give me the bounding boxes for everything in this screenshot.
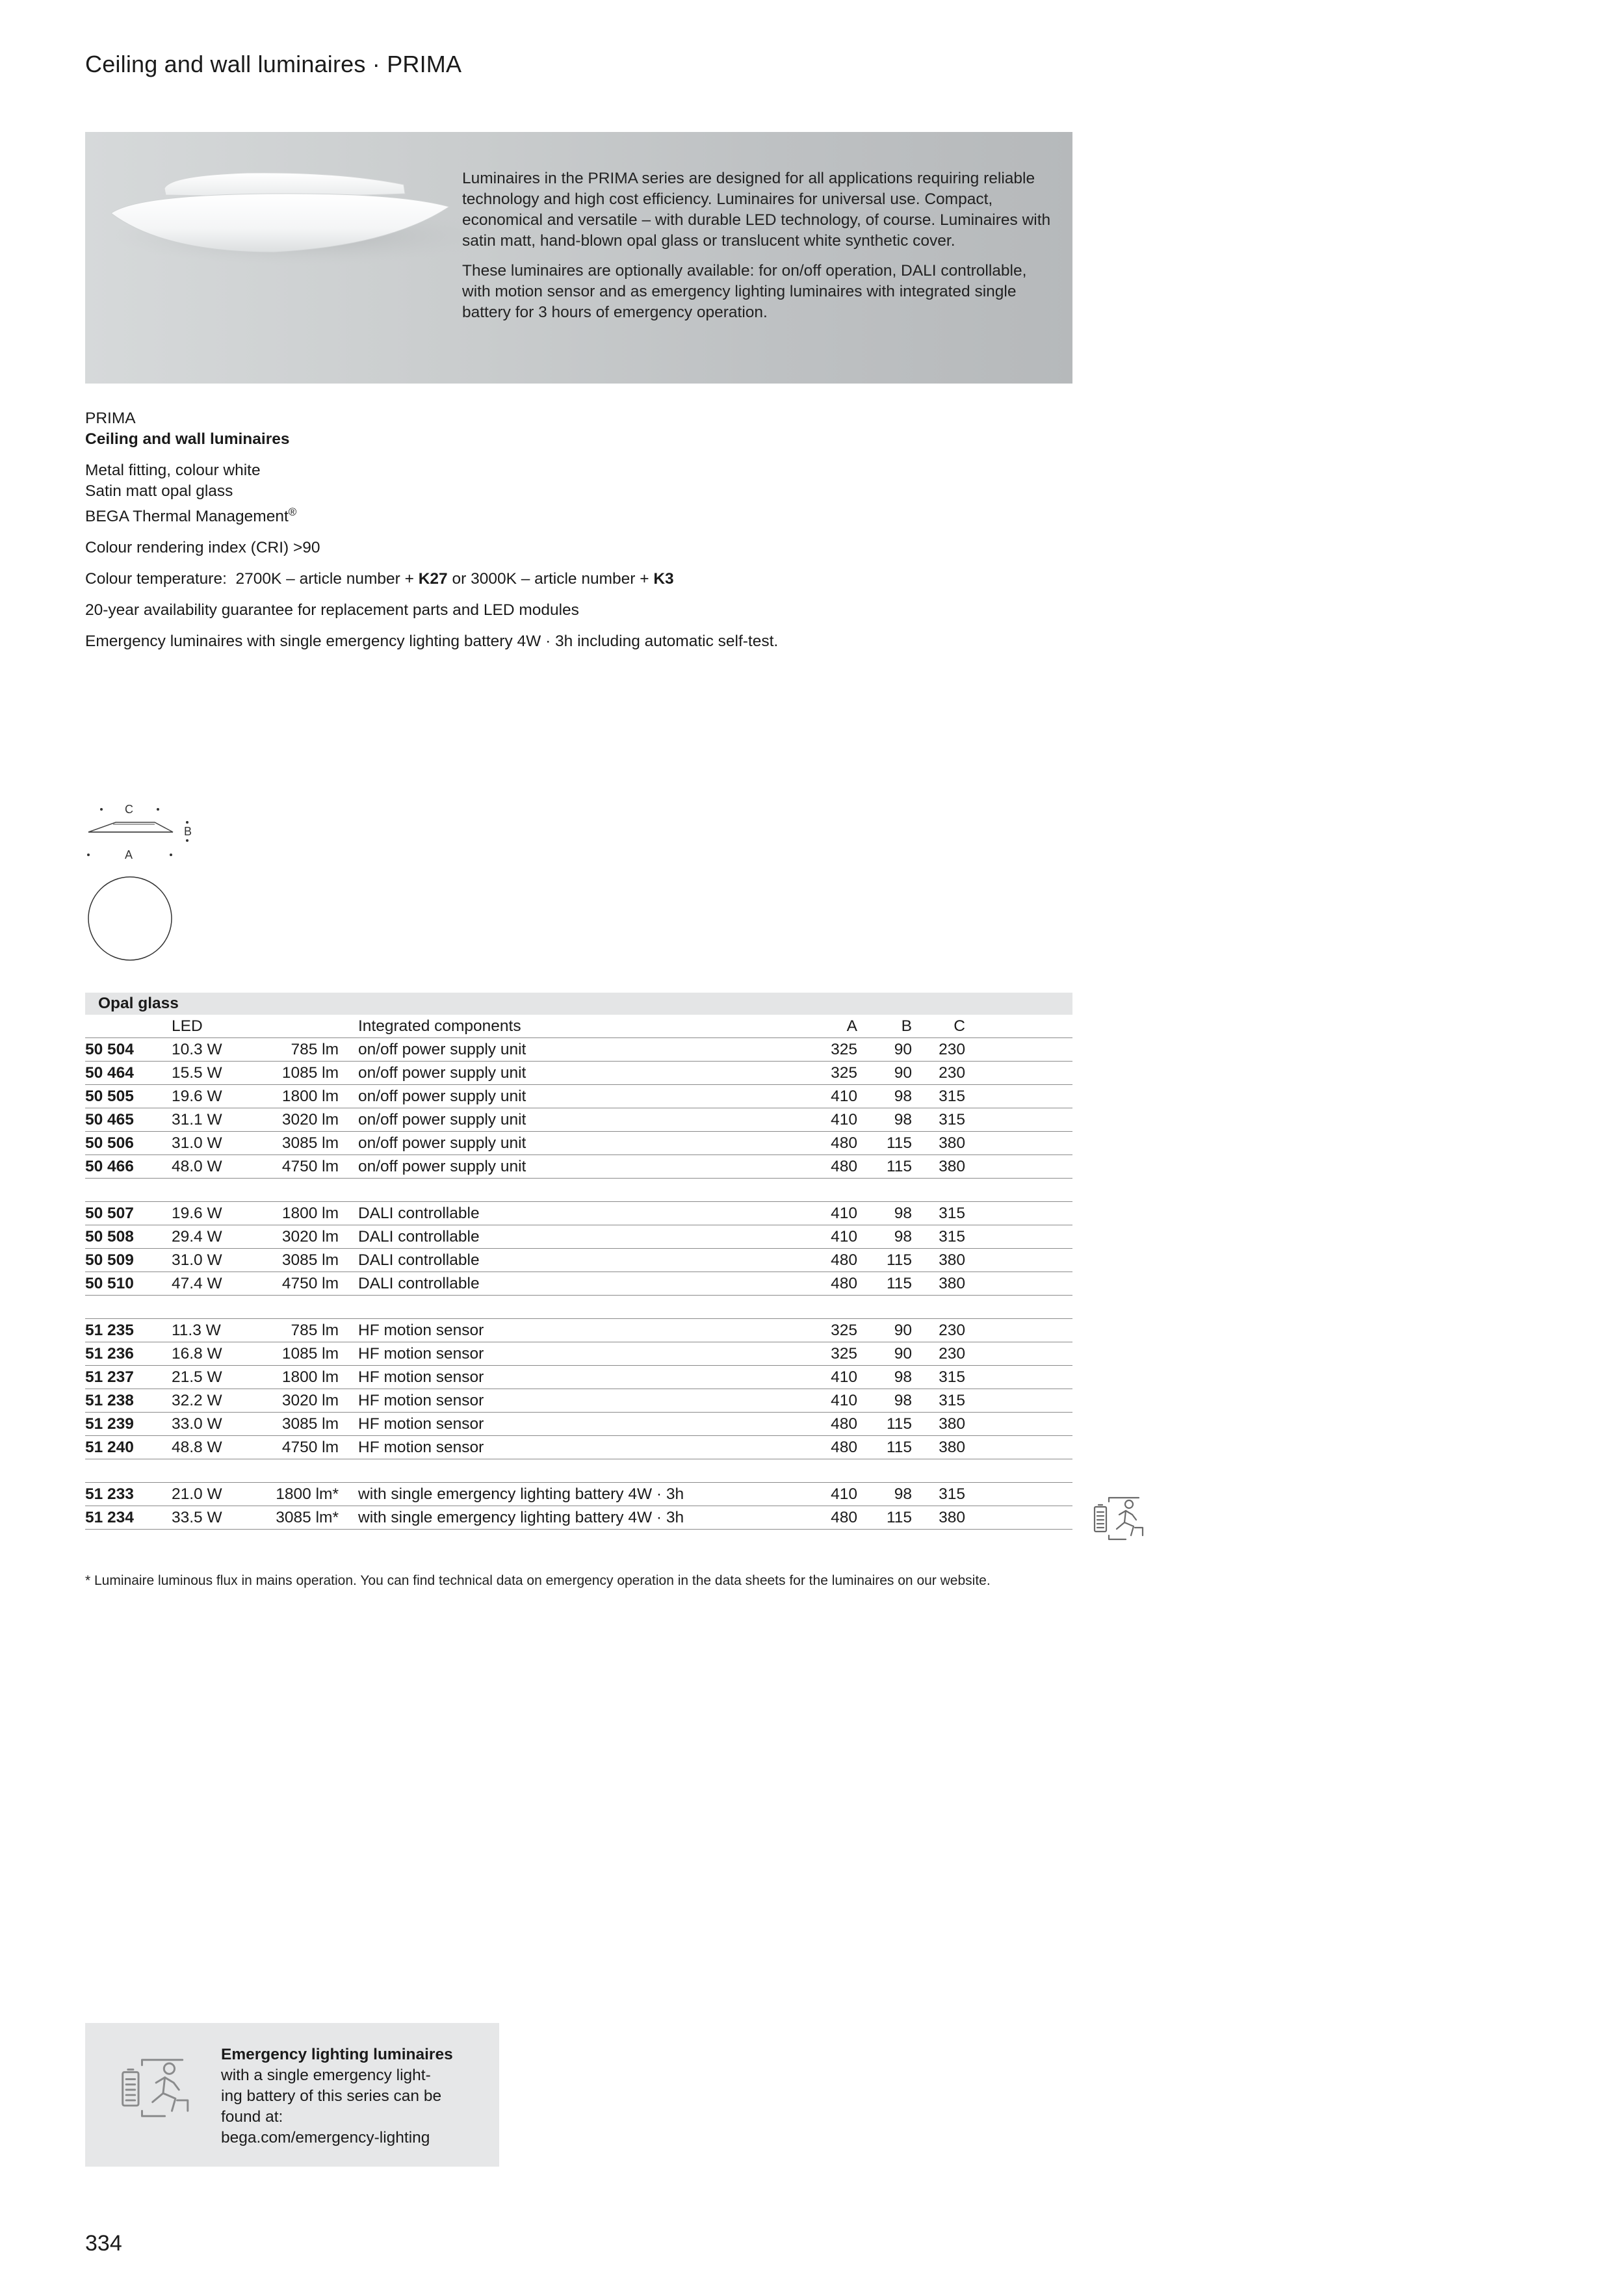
cell-luminous-flux: 3085 lm: [250, 1132, 339, 1155]
cell-dimension-b: 90: [857, 1062, 912, 1085]
cell-integrated-components: HF motion sensor: [358, 1413, 800, 1436]
cell-dimension-c: 380: [912, 1155, 965, 1179]
cell-luminous-flux: 3020 lm: [250, 1108, 339, 1132]
hero-banner: [85, 132, 1072, 384]
spec-table-grid: [85, 1015, 1072, 1530]
cell-dimension-a: 480: [800, 1506, 857, 1530]
cell-dimension-c: 315: [912, 1108, 965, 1132]
cell-integrated-components: with single emergency lighting battery 4W · 3h: [358, 1483, 800, 1506]
emergency-box-line-2: ing battery of this series can be: [221, 2087, 442, 2105]
cell-article-number: 51 236: [85, 1342, 172, 1366]
cell-dimension-c: 380: [912, 1132, 965, 1155]
cell-led-wattage: 33.5 W: [172, 1506, 250, 1530]
cell-dimension-c: 230: [912, 1038, 965, 1062]
cell-article-number: 51 235: [85, 1319, 172, 1342]
cell-led-wattage: 16.8 W: [172, 1342, 250, 1366]
cell-dimension-a: 325: [800, 1038, 857, 1062]
cell-article-number: 50 508: [85, 1225, 172, 1249]
cell-dimension-b: 115: [857, 1413, 912, 1436]
header-b: B: [857, 1015, 912, 1038]
cell-dimension-c: 380: [912, 1506, 965, 1530]
table-row: [85, 1506, 1072, 1530]
table-row: [85, 1132, 1072, 1155]
cell-led-wattage: 21.0 W: [172, 1483, 250, 1506]
cell-article-number: 50 510: [85, 1272, 172, 1296]
header-a: A: [800, 1015, 857, 1038]
cell-article-number: 50 506: [85, 1132, 172, 1155]
cell-luminous-flux: 1800 lm: [250, 1085, 339, 1108]
table-row: [85, 1108, 1072, 1132]
table-column-headers: [85, 1015, 1072, 1038]
cell-dimension-a: 480: [800, 1132, 857, 1155]
cell-led-wattage: 29.4 W: [172, 1225, 250, 1249]
cell-luminous-flux: 3085 lm: [250, 1413, 339, 1436]
cell-dimension-b: 98: [857, 1085, 912, 1108]
cell-led-wattage: 32.2 W: [172, 1389, 250, 1413]
emergency-box-line-3: found at:: [221, 2108, 283, 2126]
dimension-diagram: [83, 803, 213, 972]
series-name: PRIMA: [85, 410, 136, 427]
cell-article-number: 51 233: [85, 1483, 172, 1506]
table-row: [85, 1366, 1072, 1389]
cell-dimension-a: 480: [800, 1413, 857, 1436]
cell-led-wattage: 31.0 W: [172, 1132, 250, 1155]
table-row: [85, 1202, 1072, 1225]
cell-dimension-c: 315: [912, 1483, 965, 1506]
page-number: 334: [85, 2231, 122, 2256]
cell-luminous-flux: 1800 lm*: [250, 1483, 339, 1506]
cell-article-number: 50 509: [85, 1249, 172, 1272]
cell-article-number: 50 507: [85, 1202, 172, 1225]
cell-integrated-components: HF motion sensor: [358, 1389, 800, 1413]
cell-dimension-a: 325: [800, 1062, 857, 1085]
feature-glass: Satin matt opal glass: [85, 482, 233, 500]
footnote: * Luminaire luminous flux in mains operation. You can find technical data on emergency operation in the data sheets for the luminaires on our website.: [85, 1573, 991, 1588]
table-row: [85, 1413, 1072, 1436]
cell-led-wattage: 48.0 W: [172, 1155, 250, 1179]
cell-integrated-components: on/off power supply unit: [358, 1085, 800, 1108]
cell-article-number: 50 464: [85, 1062, 172, 1085]
cell-led-wattage: 33.0 W: [172, 1413, 250, 1436]
cell-led-wattage: 48.8 W: [172, 1436, 250, 1459]
cell-dimension-b: 98: [857, 1389, 912, 1413]
cell-dimension-b: 98: [857, 1366, 912, 1389]
cell-article-number: 51 238: [85, 1389, 172, 1413]
cell-dimension-a: 480: [800, 1249, 857, 1272]
table-row: [85, 1155, 1072, 1179]
emergency-note: Emergency luminaires with single emergency lighting battery 4W · 3h including automatic self-test.: [85, 633, 779, 651]
cell-integrated-components: on/off power supply unit: [358, 1132, 800, 1155]
emergency-box-title: Emergency lighting luminaires: [221, 2046, 453, 2063]
colour-temp-k3: K3: [653, 570, 674, 588]
cell-integrated-components: on/off power supply unit: [358, 1155, 800, 1179]
cell-luminous-flux: 785 lm: [250, 1038, 339, 1062]
cell-dimension-c: 315: [912, 1225, 965, 1249]
cell-integrated-components: DALI controllable: [358, 1272, 800, 1296]
colour-temperature: [85, 569, 1060, 590]
cell-led-wattage: 21.5 W: [172, 1366, 250, 1389]
table-section-header: Opal glass: [85, 993, 1072, 1015]
table-row: [85, 1272, 1072, 1296]
emergency-box-line-1: with a single emergency light-: [221, 2067, 431, 2084]
feature-thermal-text: BEGA Thermal Management: [85, 508, 289, 526]
guarantee-note: 20-year availability guarantee for replacement parts and LED modules: [85, 601, 579, 620]
cell-article-number: 50 505: [85, 1085, 172, 1108]
cell-dimension-b: 98: [857, 1202, 912, 1225]
cell-dimension-b: 115: [857, 1132, 912, 1155]
cell-integrated-components: DALI controllable: [358, 1225, 800, 1249]
emergency-info-box: [85, 2023, 499, 2167]
colour-temp-mid: or 3000K – article number +: [447, 570, 654, 588]
cell-article-number: 50 504: [85, 1038, 172, 1062]
cell-luminous-flux: 785 lm: [250, 1319, 339, 1342]
cell-dimension-b: 115: [857, 1249, 912, 1272]
hero-paragraph-2: These luminaires are optionally available: for on/off operation, DALI controllable, with motion sensor and as emergency lighting luminaires with integrated single battery for 3 hours of emergency operation.: [462, 262, 1027, 321]
cell-integrated-components: DALI controllable: [358, 1202, 800, 1225]
table-row: [85, 1249, 1072, 1272]
cell-dimension-b: 115: [857, 1272, 912, 1296]
header-c: C: [912, 1015, 965, 1038]
cell-dimension-b: 98: [857, 1225, 912, 1249]
cell-luminous-flux: 3020 lm: [250, 1225, 339, 1249]
cell-integrated-components: HF motion sensor: [358, 1342, 800, 1366]
cell-dimension-c: 230: [912, 1319, 965, 1342]
prima-luminaire-image: [111, 161, 501, 278]
cell-article-number: 51 237: [85, 1366, 172, 1389]
cell-led-wattage: 15.5 W: [172, 1062, 250, 1085]
cell-dimension-c: 315: [912, 1202, 965, 1225]
product-info: [85, 408, 1060, 652]
cell-luminous-flux: 4750 lm: [250, 1436, 339, 1459]
cell-luminous-flux: 4750 lm: [250, 1155, 339, 1179]
cell-dimension-b: 90: [857, 1319, 912, 1342]
cell-luminous-flux: 1085 lm: [250, 1342, 339, 1366]
label-b: B: [184, 825, 192, 838]
label-a: A: [125, 848, 133, 861]
colour-temp-prefix: Colour temperature: 2700K – article number +: [85, 570, 419, 588]
cell-dimension-b: 98: [857, 1108, 912, 1132]
cell-dimension-c: 380: [912, 1272, 965, 1296]
cell-integrated-components: on/off power supply unit: [358, 1062, 800, 1085]
cell-dimension-b: 115: [857, 1155, 912, 1179]
cell-dimension-c: 315: [912, 1366, 965, 1389]
cell-luminous-flux: 3085 lm*: [250, 1506, 339, 1530]
cell-dimension-a: 410: [800, 1225, 857, 1249]
header-components: Integrated components: [358, 1015, 800, 1038]
header-led: LED: [172, 1015, 250, 1038]
cell-led-wattage: 10.3 W: [172, 1038, 250, 1062]
cell-dimension-a: 480: [800, 1272, 857, 1296]
group-spacer: [85, 1179, 1072, 1202]
cell-article-number: 51 240: [85, 1436, 172, 1459]
cell-dimension-a: 410: [800, 1366, 857, 1389]
cell-dimension-a: 325: [800, 1342, 857, 1366]
cell-led-wattage: 19.6 W: [172, 1085, 250, 1108]
cell-led-wattage: 19.6 W: [172, 1202, 250, 1225]
cell-article-number: 51 234: [85, 1506, 172, 1530]
cell-article-number: 51 239: [85, 1413, 172, 1436]
cell-integrated-components: HF motion sensor: [358, 1319, 800, 1342]
emergency-box-text: [221, 2044, 453, 2148]
spec-table: [85, 993, 1072, 1530]
group-spacer: [85, 1296, 1072, 1319]
cell-luminous-flux: 3020 lm: [250, 1389, 339, 1413]
feature-fitting: Metal fitting, colour white: [85, 462, 261, 479]
cell-luminous-flux: 1800 lm: [250, 1202, 339, 1225]
cell-dimension-b: 115: [857, 1436, 912, 1459]
table-row: [85, 1319, 1072, 1342]
table-row: [85, 1389, 1072, 1413]
cell-led-wattage: 11.3 W: [172, 1319, 250, 1342]
hero-description: [462, 168, 1054, 332]
cell-led-wattage: 47.4 W: [172, 1272, 250, 1296]
cri-note: Colour rendering index (CRI) >90: [85, 539, 320, 557]
cell-dimension-a: 410: [800, 1085, 857, 1108]
cell-article-number: 50 466: [85, 1155, 172, 1179]
emergency-box-link[interactable]: bega.com/emergency-lighting: [221, 2129, 430, 2146]
cell-dimension-b: 98: [857, 1483, 912, 1506]
cell-dimension-c: 380: [912, 1249, 965, 1272]
table-row: [85, 1342, 1072, 1366]
cell-dimension-a: 480: [800, 1436, 857, 1459]
colour-temp-k27: K27: [418, 570, 448, 588]
table-row: [85, 1225, 1072, 1249]
cell-luminous-flux: 3085 lm: [250, 1249, 339, 1272]
cell-dimension-c: 230: [912, 1342, 965, 1366]
emergency-battery-running-person-icon: [121, 2055, 196, 2120]
cell-luminous-flux: 1800 lm: [250, 1366, 339, 1389]
cell-integrated-components: on/off power supply unit: [358, 1108, 800, 1132]
series-subtitle: Ceiling and wall luminaires: [85, 430, 290, 448]
cell-dimension-a: 410: [800, 1202, 857, 1225]
table-row: [85, 1085, 1072, 1108]
cell-dimension-c: 380: [912, 1413, 965, 1436]
cell-luminous-flux: 1085 lm: [250, 1062, 339, 1085]
cell-integrated-components: on/off power supply unit: [358, 1038, 800, 1062]
cell-luminous-flux: 4750 lm: [250, 1272, 339, 1296]
cell-dimension-a: 325: [800, 1319, 857, 1342]
page-title: Ceiling and wall luminaires · PRIMA: [85, 51, 462, 77]
table-row: [85, 1436, 1072, 1459]
cell-dimension-c: 380: [912, 1436, 965, 1459]
cell-integrated-components: with single emergency lighting battery 4W · 3h: [358, 1506, 800, 1530]
cell-dimension-a: 480: [800, 1155, 857, 1179]
table-row: [85, 1062, 1072, 1085]
hero-paragraph-1: Luminaires in the PRIMA series are designed for all applications requiring reliable technology and high cost efficiency. Luminaires for universal use. Compact, economical and versatile – with durable LED technology, of course. Luminaires with satin matt, hand-blown opal glass or translucent white synthetic cover.: [462, 170, 1051, 250]
table-row: [85, 1483, 1072, 1506]
cell-article-number: 50 465: [85, 1108, 172, 1132]
cell-dimension-c: 230: [912, 1062, 965, 1085]
cell-dimension-b: 90: [857, 1342, 912, 1366]
cell-dimension-a: 410: [800, 1389, 857, 1413]
cell-dimension-c: 315: [912, 1389, 965, 1413]
emergency-battery-icon: [1093, 1495, 1149, 1542]
table-row: [85, 1038, 1072, 1062]
cell-integrated-components: HF motion sensor: [358, 1366, 800, 1389]
cell-integrated-components: DALI controllable: [358, 1249, 800, 1272]
cell-led-wattage: 31.0 W: [172, 1249, 250, 1272]
feature-thermal: [85, 502, 1060, 527]
group-spacer: [85, 1459, 1072, 1483]
cell-dimension-b: 115: [857, 1506, 912, 1530]
cell-led-wattage: 31.1 W: [172, 1108, 250, 1132]
cell-dimension-a: 410: [800, 1108, 857, 1132]
cell-dimension-a: 410: [800, 1483, 857, 1506]
cell-dimension-b: 90: [857, 1038, 912, 1062]
cell-integrated-components: HF motion sensor: [358, 1436, 800, 1459]
registered-mark: ®: [288, 506, 297, 518]
cell-dimension-c: 315: [912, 1085, 965, 1108]
label-c: C: [125, 803, 133, 816]
